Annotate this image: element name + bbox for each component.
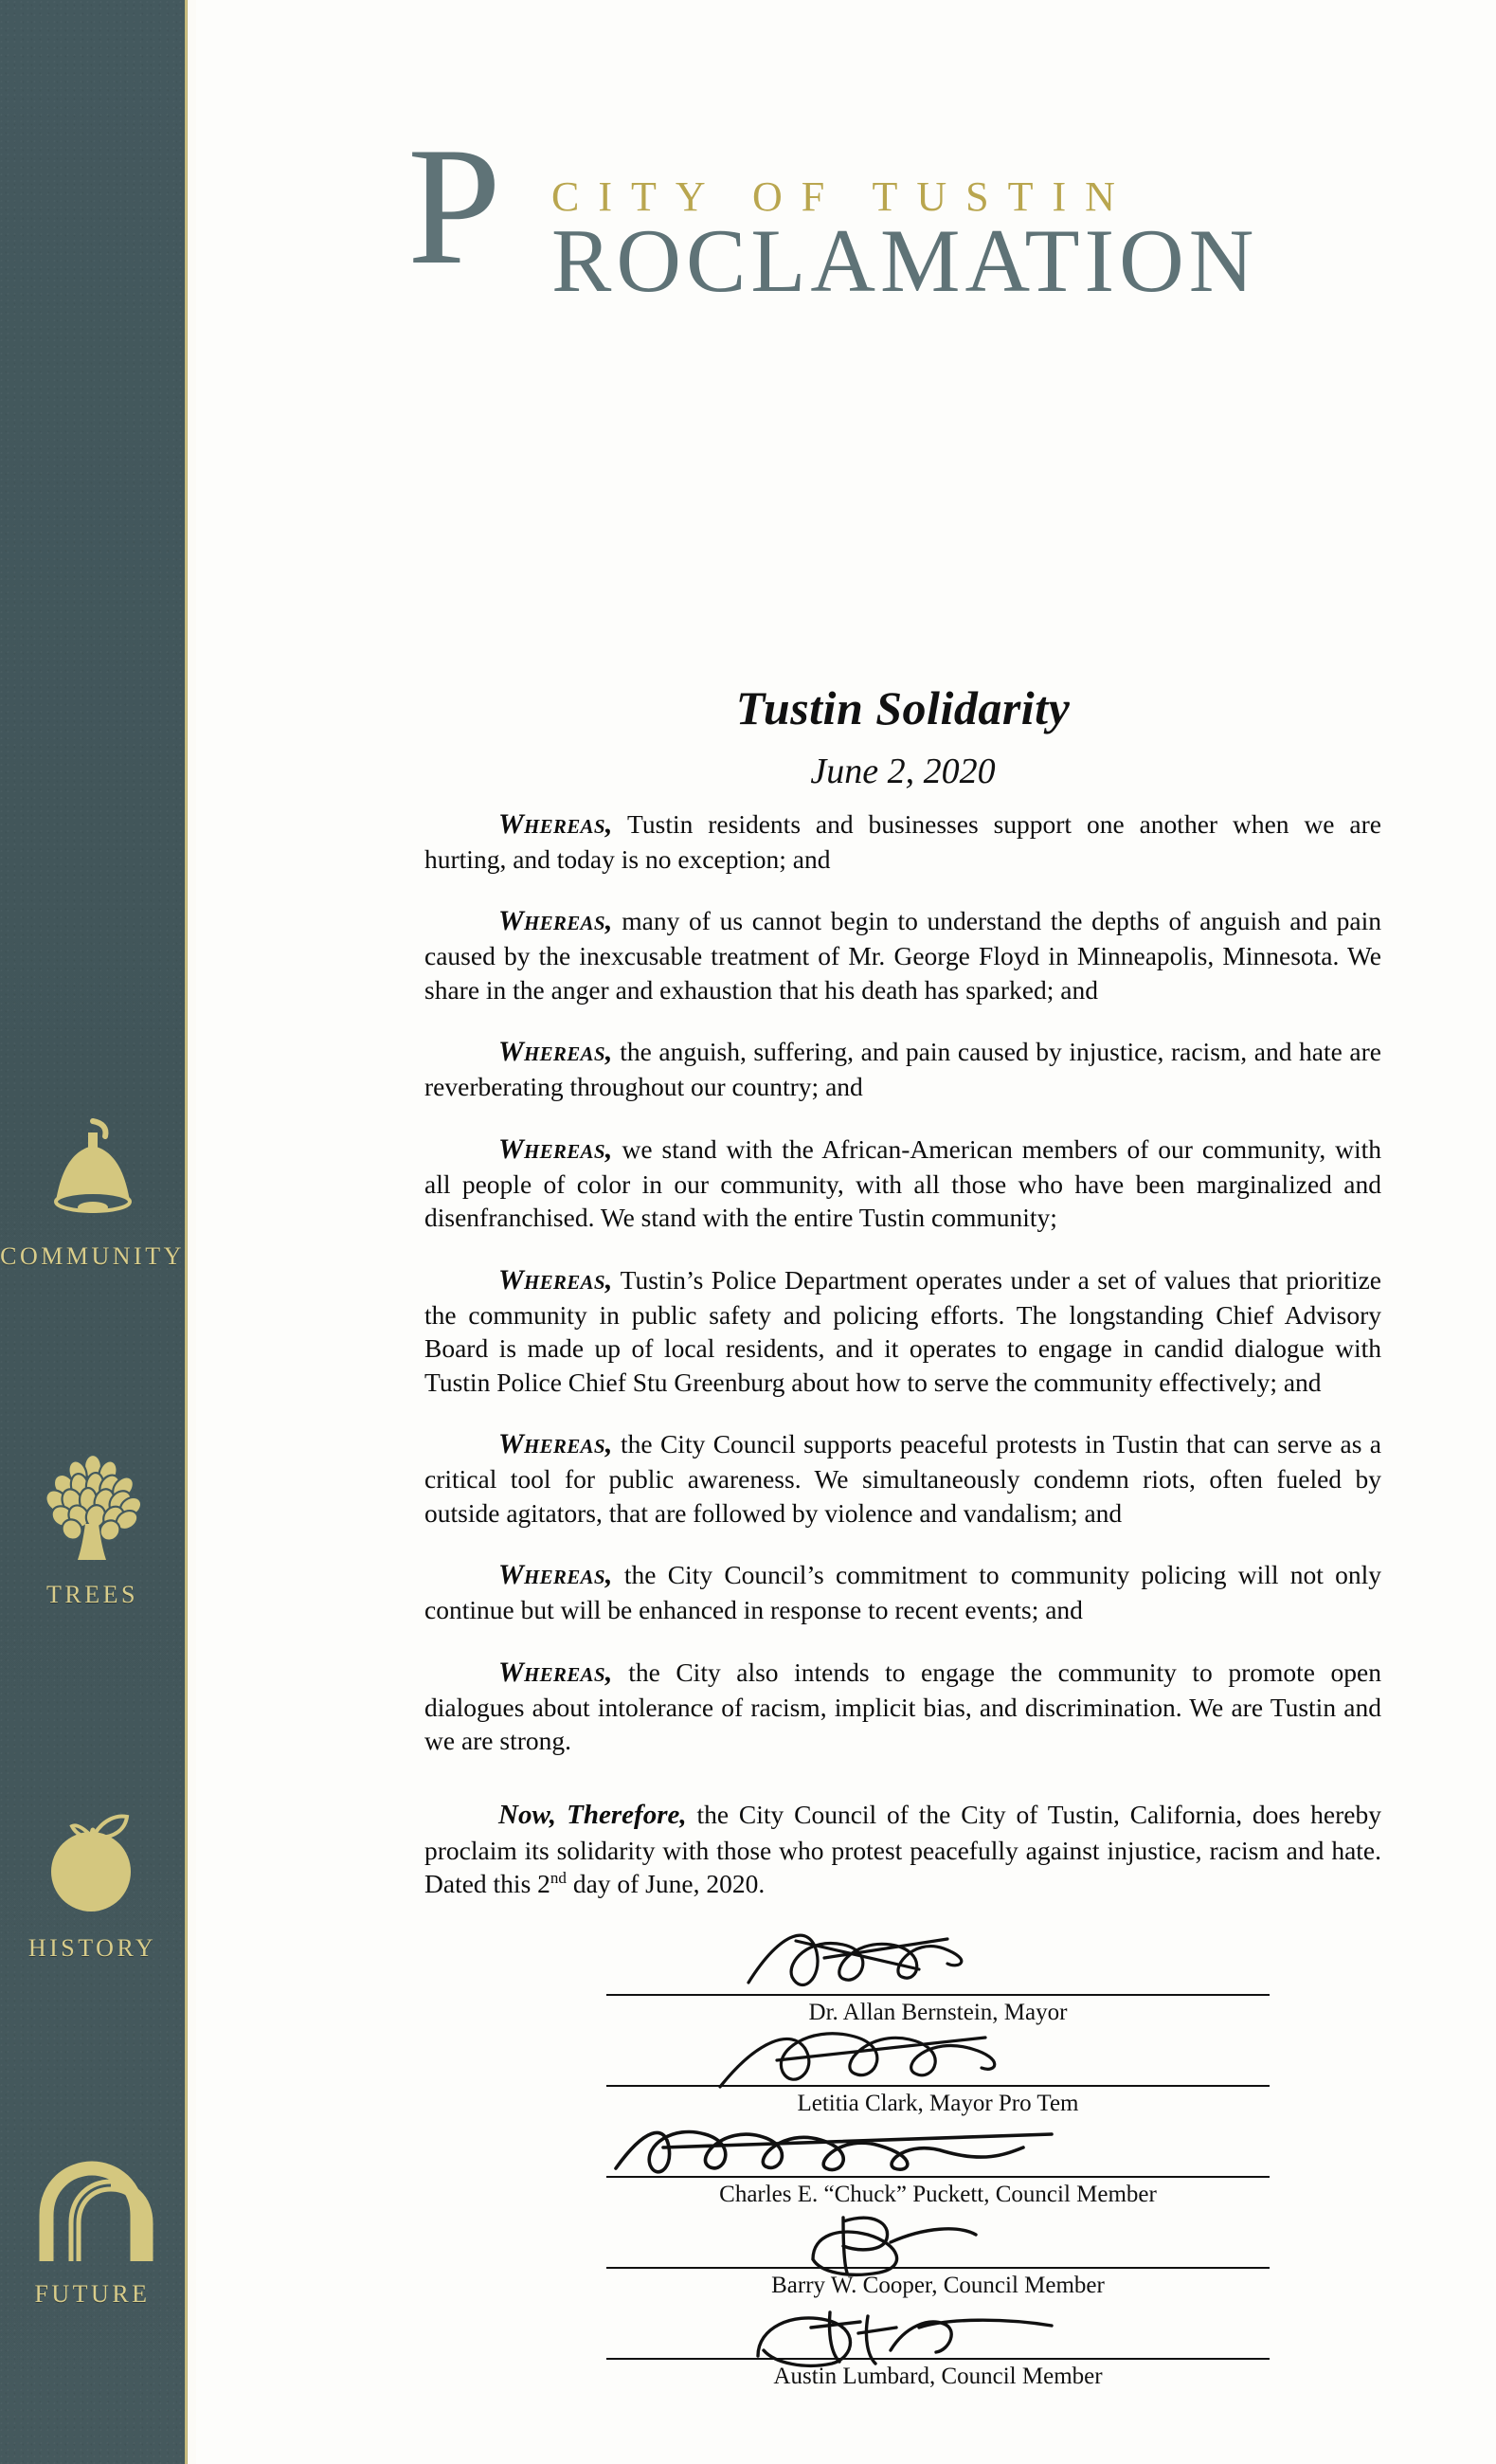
clause-text: many of us cannot begin to understand the depths of anguish and pain caused by the inexcusable treatment of Mr. George Floyd in Minneapolis, Minnesota. We share in the anger and exhaustion that his death has sparked; and [424, 906, 1382, 1005]
emblem-label: HISTORY [27, 1934, 157, 1962]
emblem-community [0, 1114, 185, 1271]
signatory-name: Austin Lumbard, Council Member [773, 2364, 1103, 2389]
whereas-clause [424, 1261, 1381, 1400]
signature-block [606, 1994, 1270, 2449]
signature-row [606, 2267, 1270, 2358]
sidebar-white-margin [188, 0, 196, 2464]
orange-icon [0, 1805, 185, 1919]
signatory-name: Barry W. Cooper, Council Member [771, 2273, 1105, 2298]
whereas-lead: Whereas, [498, 1656, 613, 1688]
whereas-clause [424, 1131, 1381, 1236]
bell-icon [0, 1114, 185, 1227]
page-title: Tustin Solidarity [735, 681, 1071, 734]
clause-text: the anguish, suffering, and pain caused by injustice, racism, and hate are reverberating throughout our country; and [424, 1037, 1381, 1102]
signature-mark [606, 1920, 1270, 2011]
emblem-trees [0, 1450, 185, 1609]
signature-line [606, 2267, 1270, 2269]
signature-line [606, 2176, 1270, 2178]
masthead [407, 112, 1393, 313]
final-text-part1: the City Council of the City of Tustin, California, does hereby proclaim its solidarity with those who protest peacefully against injustice, racism and hate. Dated this 2 [424, 1800, 1381, 1899]
emblem-label: COMMUNITY [0, 1242, 185, 1270]
masthead-city-line: CITY OF TUSTIN [551, 173, 1134, 220]
final-text-part2: day of June, 2020. [566, 1869, 766, 1899]
whereas-clause [424, 806, 1381, 877]
emblem-label: TREES [46, 1581, 138, 1608]
masthead-proclamation-line: ROCLAMATION [551, 210, 1259, 311]
now-therefore-clause [424, 1798, 1381, 1901]
whereas-lead: Whereas, [498, 1559, 613, 1591]
tree-icon [0, 1450, 185, 1566]
signature-line [606, 1994, 1270, 1996]
clause-text: Tustin residents and businesses support one another when we are hurting, and today is no exception; and [424, 809, 1381, 874]
signature-row [606, 2176, 1270, 2267]
arch-icon [0, 2161, 185, 2265]
whereas-lead: Whereas, [498, 1132, 613, 1165]
whereas-clause [424, 1654, 1381, 1759]
whereas-lead: Whereas, [498, 1428, 613, 1460]
document-body [424, 680, 1381, 1928]
signature-row [606, 2358, 1270, 2449]
whereas-lead: Whereas, [498, 1263, 613, 1295]
signatory-name: Letitia Clark, Mayor Pro Tem [797, 2091, 1079, 2116]
signature-row [606, 1994, 1270, 2085]
clause-text: we stand with the African-American members of our community, with all people of color in our community, with all those who have been marginalized and disenfranchised. We stand with the entire Tustin community; [424, 1133, 1382, 1233]
whereas-lead: Whereas, [498, 905, 613, 937]
whereas-clause [424, 902, 1381, 1007]
whereas-clause [424, 1425, 1381, 1531]
clause-text: the City Council supports peaceful protests in Tustin that can serve as a critical tool for public awareness. We simultaneously condemn riots, often fueled by outside agitators, that are followed by violence and vandalism; and [424, 1429, 1382, 1528]
emblem-future [0, 2161, 185, 2309]
whereas-clause [424, 1033, 1381, 1104]
final-ordinal: nd [550, 1869, 567, 1888]
signatory-name: Dr. Allan Bernstein, Mayor [808, 2000, 1068, 2025]
clause-text: the City Council’s commitment to community policing will not only continue but will be enhanced in response to recent events; and [424, 1560, 1382, 1625]
signature-row [606, 2085, 1270, 2176]
signatory-name: Charles E. “Chuck” Puckett, Council Member [719, 2182, 1157, 2207]
clause-text: Tustin’s Police Department operates under a set of values that prioritize the community in public safety and policing efforts. The longstanding Chief Advisory Board is made up of local residents, and it operates to engage in candid dialogue with Tustin Police Chief Stu Greenburg about how to serve the community effectively; and [424, 1264, 1381, 1397]
whereas-clause [424, 1556, 1381, 1627]
emblem-history [0, 1805, 185, 1963]
now-therefore-lead: Now, Therefore, [498, 1800, 687, 1830]
clause-text: the City also intends to engage the community to promote open dialogues about intolerance of racism, implicit bias, and discrimination. We are Tustin and we are strong. [424, 1657, 1382, 1756]
document-date: June 2, 2020 [810, 752, 996, 791]
emblem-label: FUTURE [34, 2280, 151, 2308]
masthead-drop-cap: P [407, 112, 501, 299]
signature-line [606, 2358, 1270, 2360]
whereas-lead: Whereas, [498, 1036, 613, 1068]
signature-line [606, 2085, 1270, 2087]
whereas-lead: Whereas, [498, 808, 613, 840]
